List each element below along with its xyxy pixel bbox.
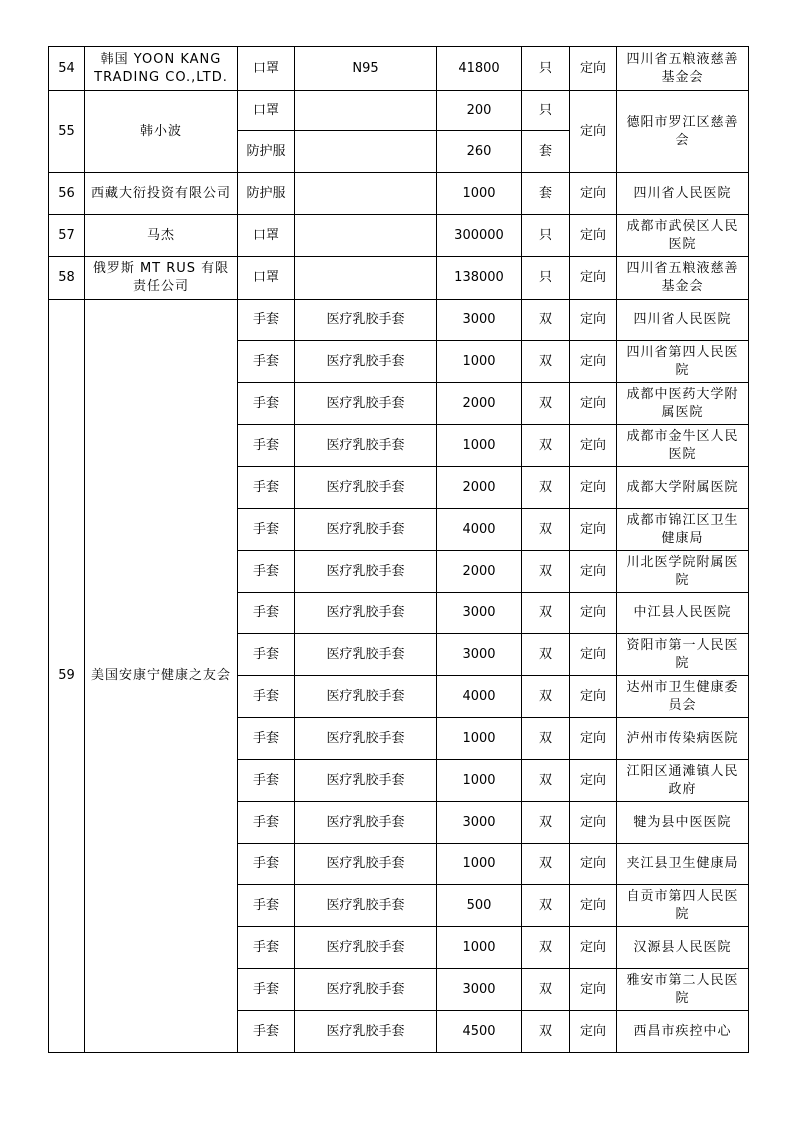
item-spec: 医疗乳胶手套 [295, 844, 437, 885]
item-spec: 医疗乳胶手套 [295, 300, 437, 341]
recipient: 夹江县卫生健康局 [617, 844, 749, 885]
recipient: 江阳区通滩镇人民政府 [617, 760, 749, 802]
item-spec: 医疗乳胶手套 [295, 425, 437, 467]
quantity: 4000 [437, 676, 522, 718]
item-spec: 医疗乳胶手套 [295, 383, 437, 425]
donor-name: 美国安康宁健康之友会 [85, 300, 238, 1053]
donation-type: 定向 [570, 844, 617, 885]
unit: 套 [522, 131, 570, 173]
donation-type: 定向 [570, 760, 617, 802]
donation-type: 定向 [570, 215, 617, 257]
unit: 双 [522, 634, 570, 676]
recipient: 中江县人民医院 [617, 593, 749, 634]
item-name: 手套 [238, 760, 295, 802]
item-spec [295, 91, 437, 131]
item-name: 口罩 [238, 215, 295, 257]
item-name: 口罩 [238, 257, 295, 300]
table-row [49, 257, 749, 300]
item-name: 手套 [238, 927, 295, 969]
unit: 双 [522, 969, 570, 1011]
donation-type: 定向 [570, 718, 617, 760]
recipient: 四川省人民医院 [617, 300, 749, 341]
row-number: 58 [49, 257, 85, 300]
quantity: 3000 [437, 969, 522, 1011]
item-name: 手套 [238, 300, 295, 341]
donation-type: 定向 [570, 383, 617, 425]
unit: 双 [522, 551, 570, 593]
donation-type: 定向 [570, 551, 617, 593]
unit: 只 [522, 257, 570, 300]
item-spec: 医疗乳胶手套 [295, 760, 437, 802]
item-spec: 医疗乳胶手套 [295, 802, 437, 844]
item-name: 手套 [238, 844, 295, 885]
quantity: 2000 [437, 551, 522, 593]
donation-type: 定向 [570, 885, 617, 927]
recipient: 雅安市第二人民医院 [617, 969, 749, 1011]
item-spec: 医疗乳胶手套 [295, 969, 437, 1011]
item-spec: 医疗乳胶手套 [295, 1011, 437, 1053]
recipient: 犍为县中医医院 [617, 802, 749, 844]
recipient: 西昌市疾控中心 [617, 1011, 749, 1053]
unit: 只 [522, 47, 570, 91]
recipient: 泸州市传染病医院 [617, 718, 749, 760]
unit: 只 [522, 215, 570, 257]
donation-type: 定向 [570, 1011, 617, 1053]
item-spec [295, 173, 437, 215]
quantity: 2000 [437, 467, 522, 509]
quantity: 3000 [437, 593, 522, 634]
table-row [49, 215, 749, 257]
donation-type: 定向 [570, 969, 617, 1011]
unit: 双 [522, 885, 570, 927]
donor-name: 俄罗斯 MT RUS 有限责任公司 [85, 257, 238, 300]
quantity: 3000 [437, 300, 522, 341]
donation-type: 定向 [570, 927, 617, 969]
quantity: 1000 [437, 341, 522, 383]
item-name: 手套 [238, 509, 295, 551]
unit: 双 [522, 676, 570, 718]
item-name: 手套 [238, 383, 295, 425]
item-name: 手套 [238, 1011, 295, 1053]
item-name: 防护服 [238, 173, 295, 215]
item-name: 手套 [238, 634, 295, 676]
donation-type: 定向 [570, 300, 617, 341]
item-name: 手套 [238, 676, 295, 718]
row-number: 57 [49, 215, 85, 257]
donation-type: 定向 [570, 802, 617, 844]
item-name: 防护服 [238, 131, 295, 173]
donation-table [48, 46, 749, 1053]
unit: 套 [522, 173, 570, 215]
recipient: 成都市锦江区卫生健康局 [617, 509, 749, 551]
unit: 双 [522, 300, 570, 341]
donor-name: 西藏大衍投资有限公司 [85, 173, 238, 215]
donation-type: 定向 [570, 257, 617, 300]
recipient: 成都大学附属医院 [617, 467, 749, 509]
unit: 双 [522, 425, 570, 467]
quantity: 300000 [437, 215, 522, 257]
item-spec: 医疗乳胶手套 [295, 509, 437, 551]
unit: 双 [522, 802, 570, 844]
recipient: 达州市卫生健康委员会 [617, 676, 749, 718]
unit: 双 [522, 341, 570, 383]
item-spec: 医疗乳胶手套 [295, 676, 437, 718]
quantity: 1000 [437, 425, 522, 467]
recipient: 德阳市罗江区慈善会 [617, 91, 749, 173]
donation-type: 定向 [570, 509, 617, 551]
item-spec: 医疗乳胶手套 [295, 467, 437, 509]
quantity: 41800 [437, 47, 522, 91]
item-spec: 医疗乳胶手套 [295, 551, 437, 593]
quantity: 3000 [437, 802, 522, 844]
donation-type: 定向 [570, 593, 617, 634]
donation-type: 定向 [570, 341, 617, 383]
quantity: 4000 [437, 509, 522, 551]
item-spec: 医疗乳胶手套 [295, 885, 437, 927]
item-name: 手套 [238, 551, 295, 593]
quantity: 4500 [437, 1011, 522, 1053]
item-name: 手套 [238, 425, 295, 467]
item-name: 手套 [238, 885, 295, 927]
donor-name: 马杰 [85, 215, 238, 257]
row-number: 55 [49, 91, 85, 173]
unit: 双 [522, 718, 570, 760]
quantity: 1000 [437, 173, 522, 215]
donation-type: 定向 [570, 634, 617, 676]
item-spec [295, 257, 437, 300]
row-number: 56 [49, 173, 85, 215]
row-number: 54 [49, 47, 85, 91]
item-name: 手套 [238, 467, 295, 509]
unit: 双 [522, 383, 570, 425]
quantity: 2000 [437, 383, 522, 425]
item-spec: 医疗乳胶手套 [295, 634, 437, 676]
unit: 双 [522, 1011, 570, 1053]
donor-name: 韩小波 [85, 91, 238, 173]
recipient: 四川省五粮液慈善基金会 [617, 257, 749, 300]
donation-type: 定向 [570, 47, 617, 91]
recipient: 成都市武侯区人民医院 [617, 215, 749, 257]
item-spec: N95 [295, 47, 437, 91]
donation-type: 定向 [570, 676, 617, 718]
item-name: 手套 [238, 341, 295, 383]
recipient: 四川省第四人民医院 [617, 341, 749, 383]
item-spec [295, 131, 437, 173]
unit: 双 [522, 509, 570, 551]
donation-type: 定向 [570, 173, 617, 215]
unit: 双 [522, 467, 570, 509]
item-spec: 医疗乳胶手套 [295, 341, 437, 383]
quantity: 1000 [437, 927, 522, 969]
table-row [49, 47, 749, 91]
quantity: 3000 [437, 634, 522, 676]
donor-name: 韩国 YOON KANG TRADING CO.,LTD. [85, 47, 238, 91]
item-name: 手套 [238, 969, 295, 1011]
row-number: 59 [49, 300, 85, 1053]
quantity: 1000 [437, 760, 522, 802]
quantity: 1000 [437, 844, 522, 885]
unit: 双 [522, 844, 570, 885]
recipient: 成都市金牛区人民医院 [617, 425, 749, 467]
item-name: 手套 [238, 802, 295, 844]
quantity: 500 [437, 885, 522, 927]
recipient: 川北医学院附属医院 [617, 551, 749, 593]
unit: 双 [522, 593, 570, 634]
item-spec: 医疗乳胶手套 [295, 718, 437, 760]
table-row [49, 300, 749, 341]
donation-type: 定向 [570, 425, 617, 467]
unit: 只 [522, 91, 570, 131]
unit: 双 [522, 760, 570, 802]
recipient: 四川省五粮液慈善基金会 [617, 47, 749, 91]
unit: 双 [522, 927, 570, 969]
item-spec [295, 215, 437, 257]
donation-type: 定向 [570, 91, 617, 173]
quantity: 200 [437, 91, 522, 131]
recipient: 资阳市第一人民医院 [617, 634, 749, 676]
table-row [49, 173, 749, 215]
recipient: 汉源县人民医院 [617, 927, 749, 969]
item-name: 口罩 [238, 91, 295, 131]
recipient: 成都中医药大学附属医院 [617, 383, 749, 425]
item-name: 口罩 [238, 47, 295, 91]
quantity: 138000 [437, 257, 522, 300]
donation-type: 定向 [570, 467, 617, 509]
quantity: 260 [437, 131, 522, 173]
recipient: 自贡市第四人民医院 [617, 885, 749, 927]
item-name: 手套 [238, 718, 295, 760]
table-row [49, 91, 749, 131]
quantity: 1000 [437, 718, 522, 760]
item-spec: 医疗乳胶手套 [295, 927, 437, 969]
item-name: 手套 [238, 593, 295, 634]
recipient: 四川省人民医院 [617, 173, 749, 215]
item-spec: 医疗乳胶手套 [295, 593, 437, 634]
